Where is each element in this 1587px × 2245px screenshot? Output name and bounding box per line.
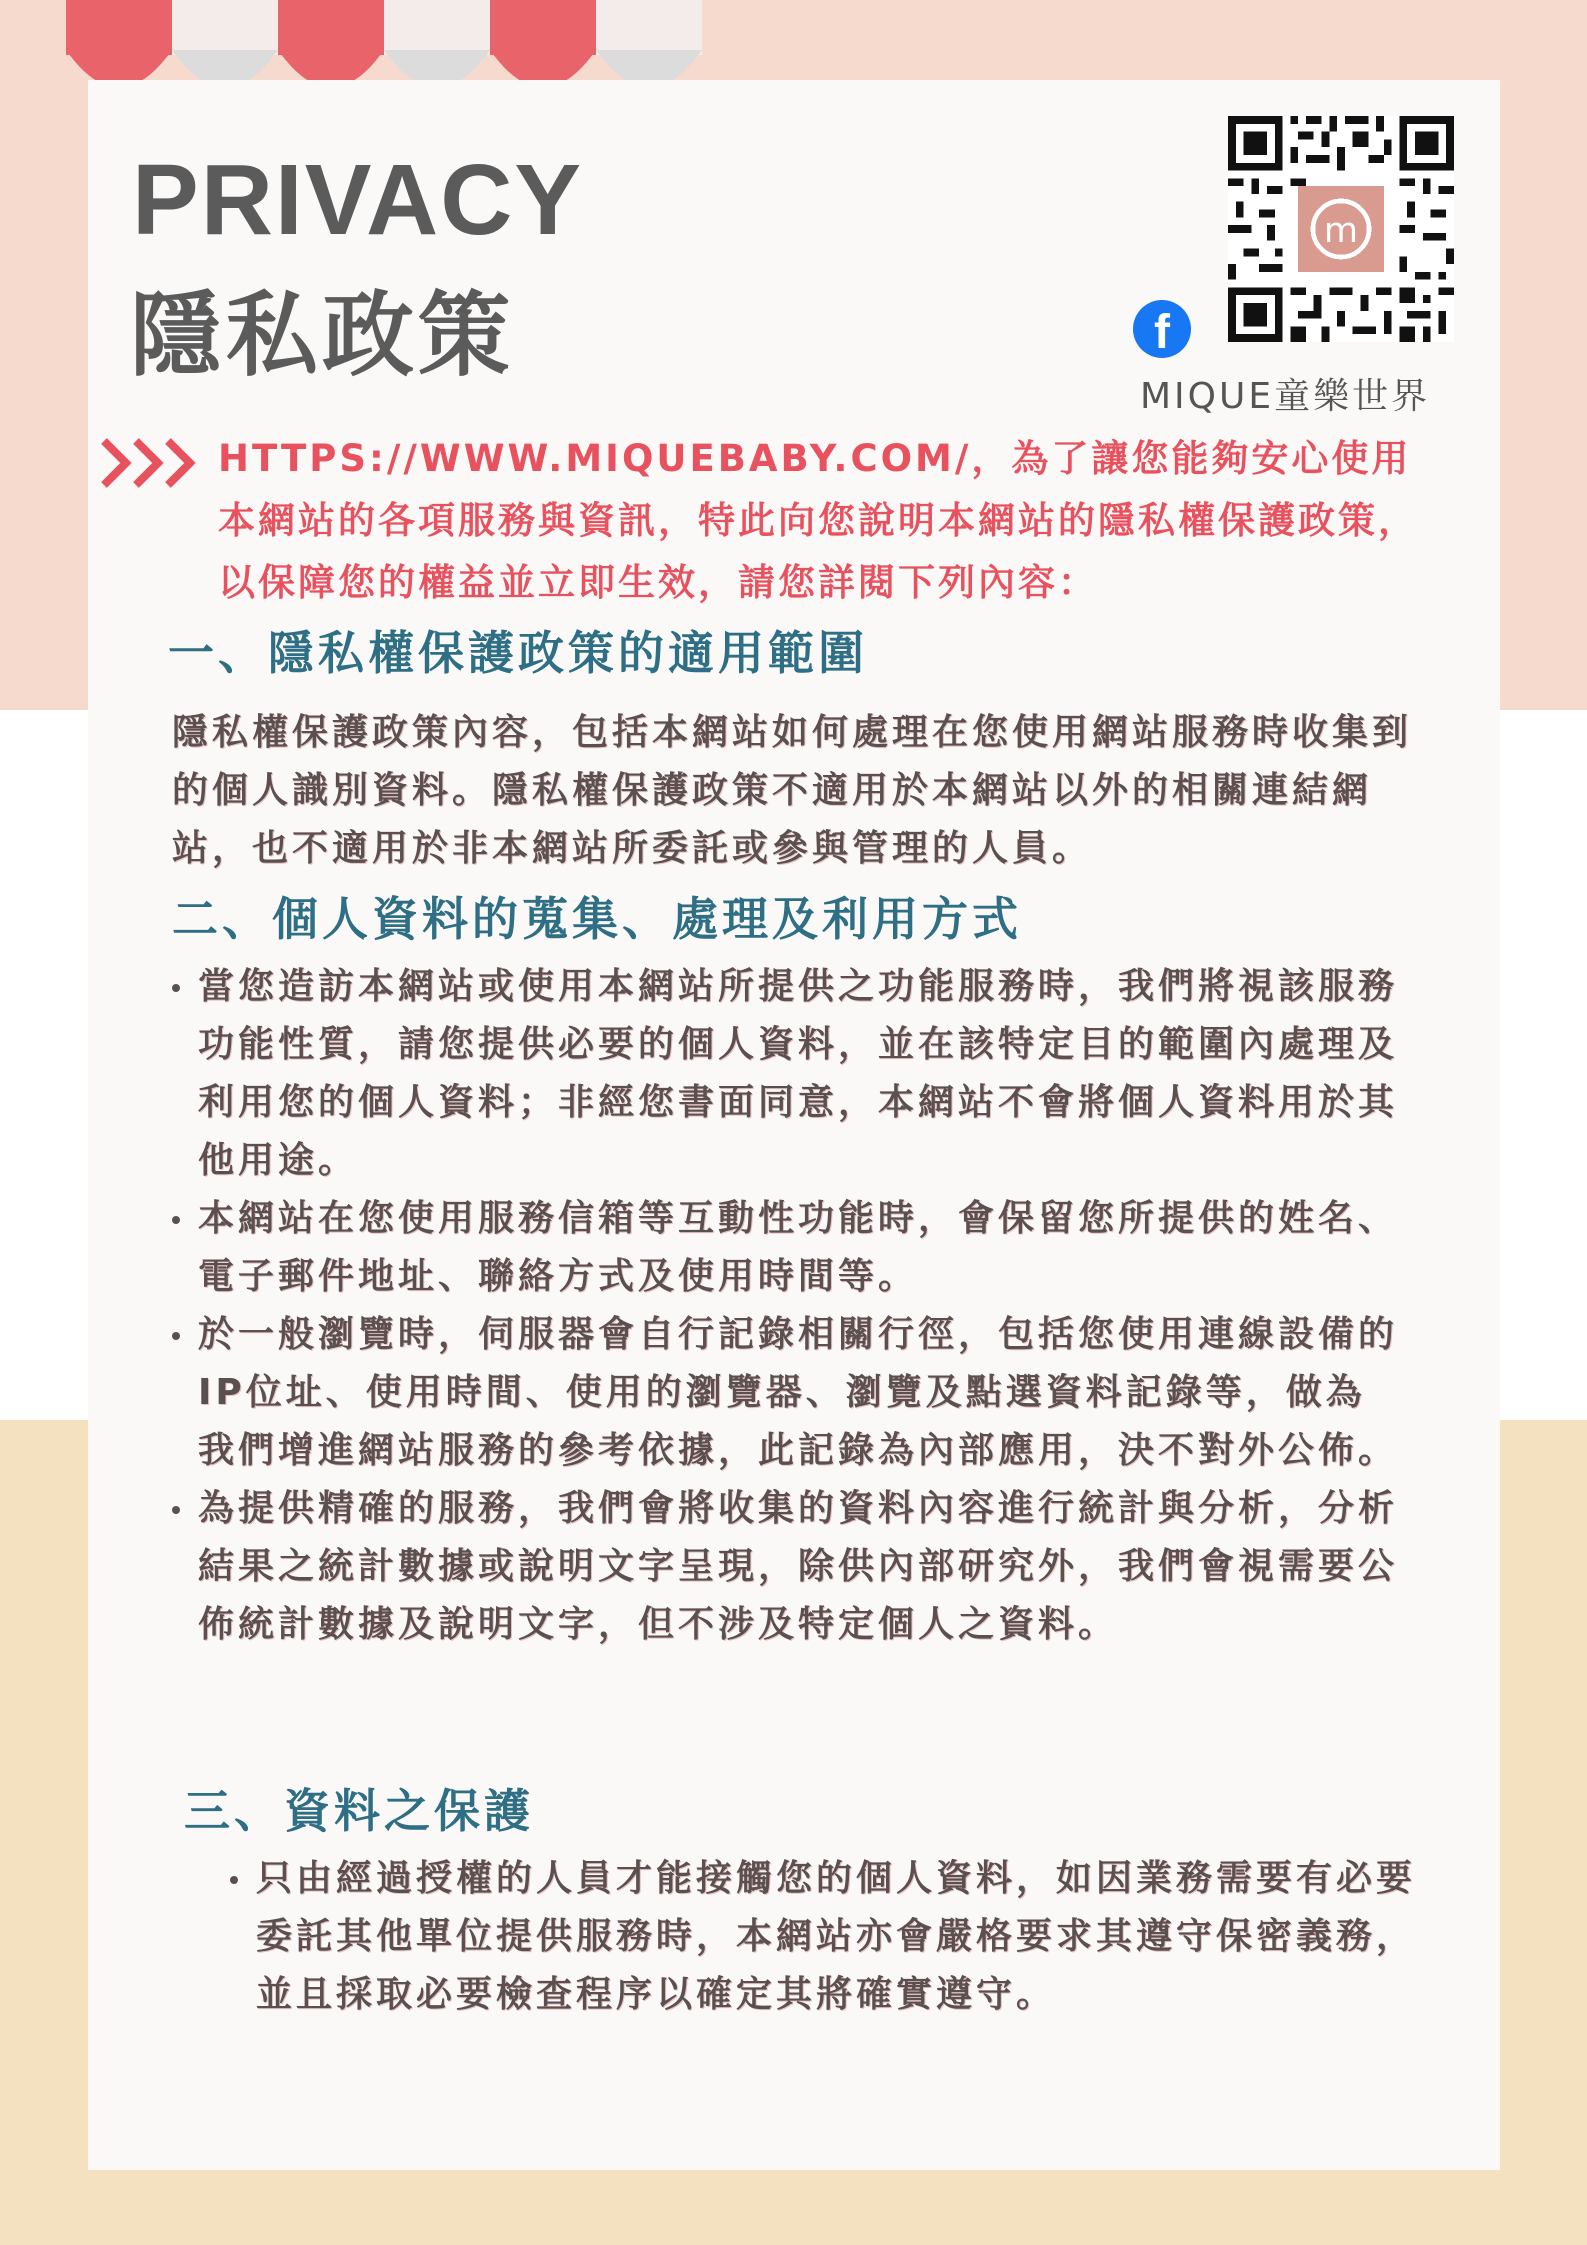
section-2-heading: 二、個人資料的蒐集、處理及利用方式	[172, 892, 1022, 946]
section-1-paragraph: 隱私權保護政策內容，包括本網站如何處理在您使用網站服務時收集到的個人識別資料。隱私權保護政策不適用於本網站以外的相關連結網站，也不適用於非本網站所委託或參與管理的人員。	[172, 712, 1413, 869]
list-item: 當您造訪本網站或使用本網站所提供之功能服務時，我們將視該服務功能性質，請您提供必要的個人資料，並在該特定目的範圍內處理及利用您的個人資料；非經您書面同意，本網站不會將個人資料用於其他用途。	[168, 958, 1398, 1190]
section-3-list	[226, 1850, 1446, 2024]
triple-chevron-icon	[100, 435, 204, 491]
page-title-chinese: 隱私政策	[130, 282, 515, 389]
section-3-heading: 三、資料之保護	[184, 1784, 534, 1838]
brand-name: MIQUE童樂世界	[1140, 376, 1431, 417]
intro-text: HTTPS://WWW.MIQUEBABY.COM/，為了讓您能夠安心使用本網站的各項服務與資訊，特此向您說明本網站的隱私權保護政策，以保障您的權益並立即生效，請您詳閱下列內容：	[218, 437, 1418, 604]
list-item: 為提供精確的服務，我們會將收集的資料內容進行統計與分析，分析結果之統計數據或說明文字呈現，除供內部研究外，我們會視需要公佈統計數據及說明文字，但不涉及特定個人之資料。	[168, 1480, 1398, 1654]
section-2-list	[168, 958, 1398, 1654]
page-title-english: PRIVACY	[132, 144, 584, 256]
qr-code[interactable]	[1228, 116, 1454, 342]
list-item: 於一般瀏覽時，伺服器會自行記錄相關行徑，包括您使用連線設備的IP位址、使用時間、使用的瀏覽器、瀏覽及點選資料記錄等，做為我們增進網站服務的參考依據，此記錄為內部應用，決不對外公佈。	[168, 1306, 1398, 1480]
list-item: 本網站在您使用服務信箱等互動性功能時，會保留您所提供的姓名、電子郵件地址、聯絡方式及使用時間等。	[168, 1190, 1398, 1306]
facebook-icon[interactable]: f	[1133, 300, 1191, 358]
qr-logo-text: m	[1323, 210, 1359, 252]
list-item: 只由經過授權的人員才能接觸您的個人資料，如因業務需要有必要委託其他單位提供服務時，本網站亦會嚴格要求其遵守保密義務，並且採取必要檢查程序以確定其將確實遵守。	[226, 1850, 1446, 2024]
section-1-heading: 一、隱私權保護政策的適用範圍	[168, 626, 868, 680]
